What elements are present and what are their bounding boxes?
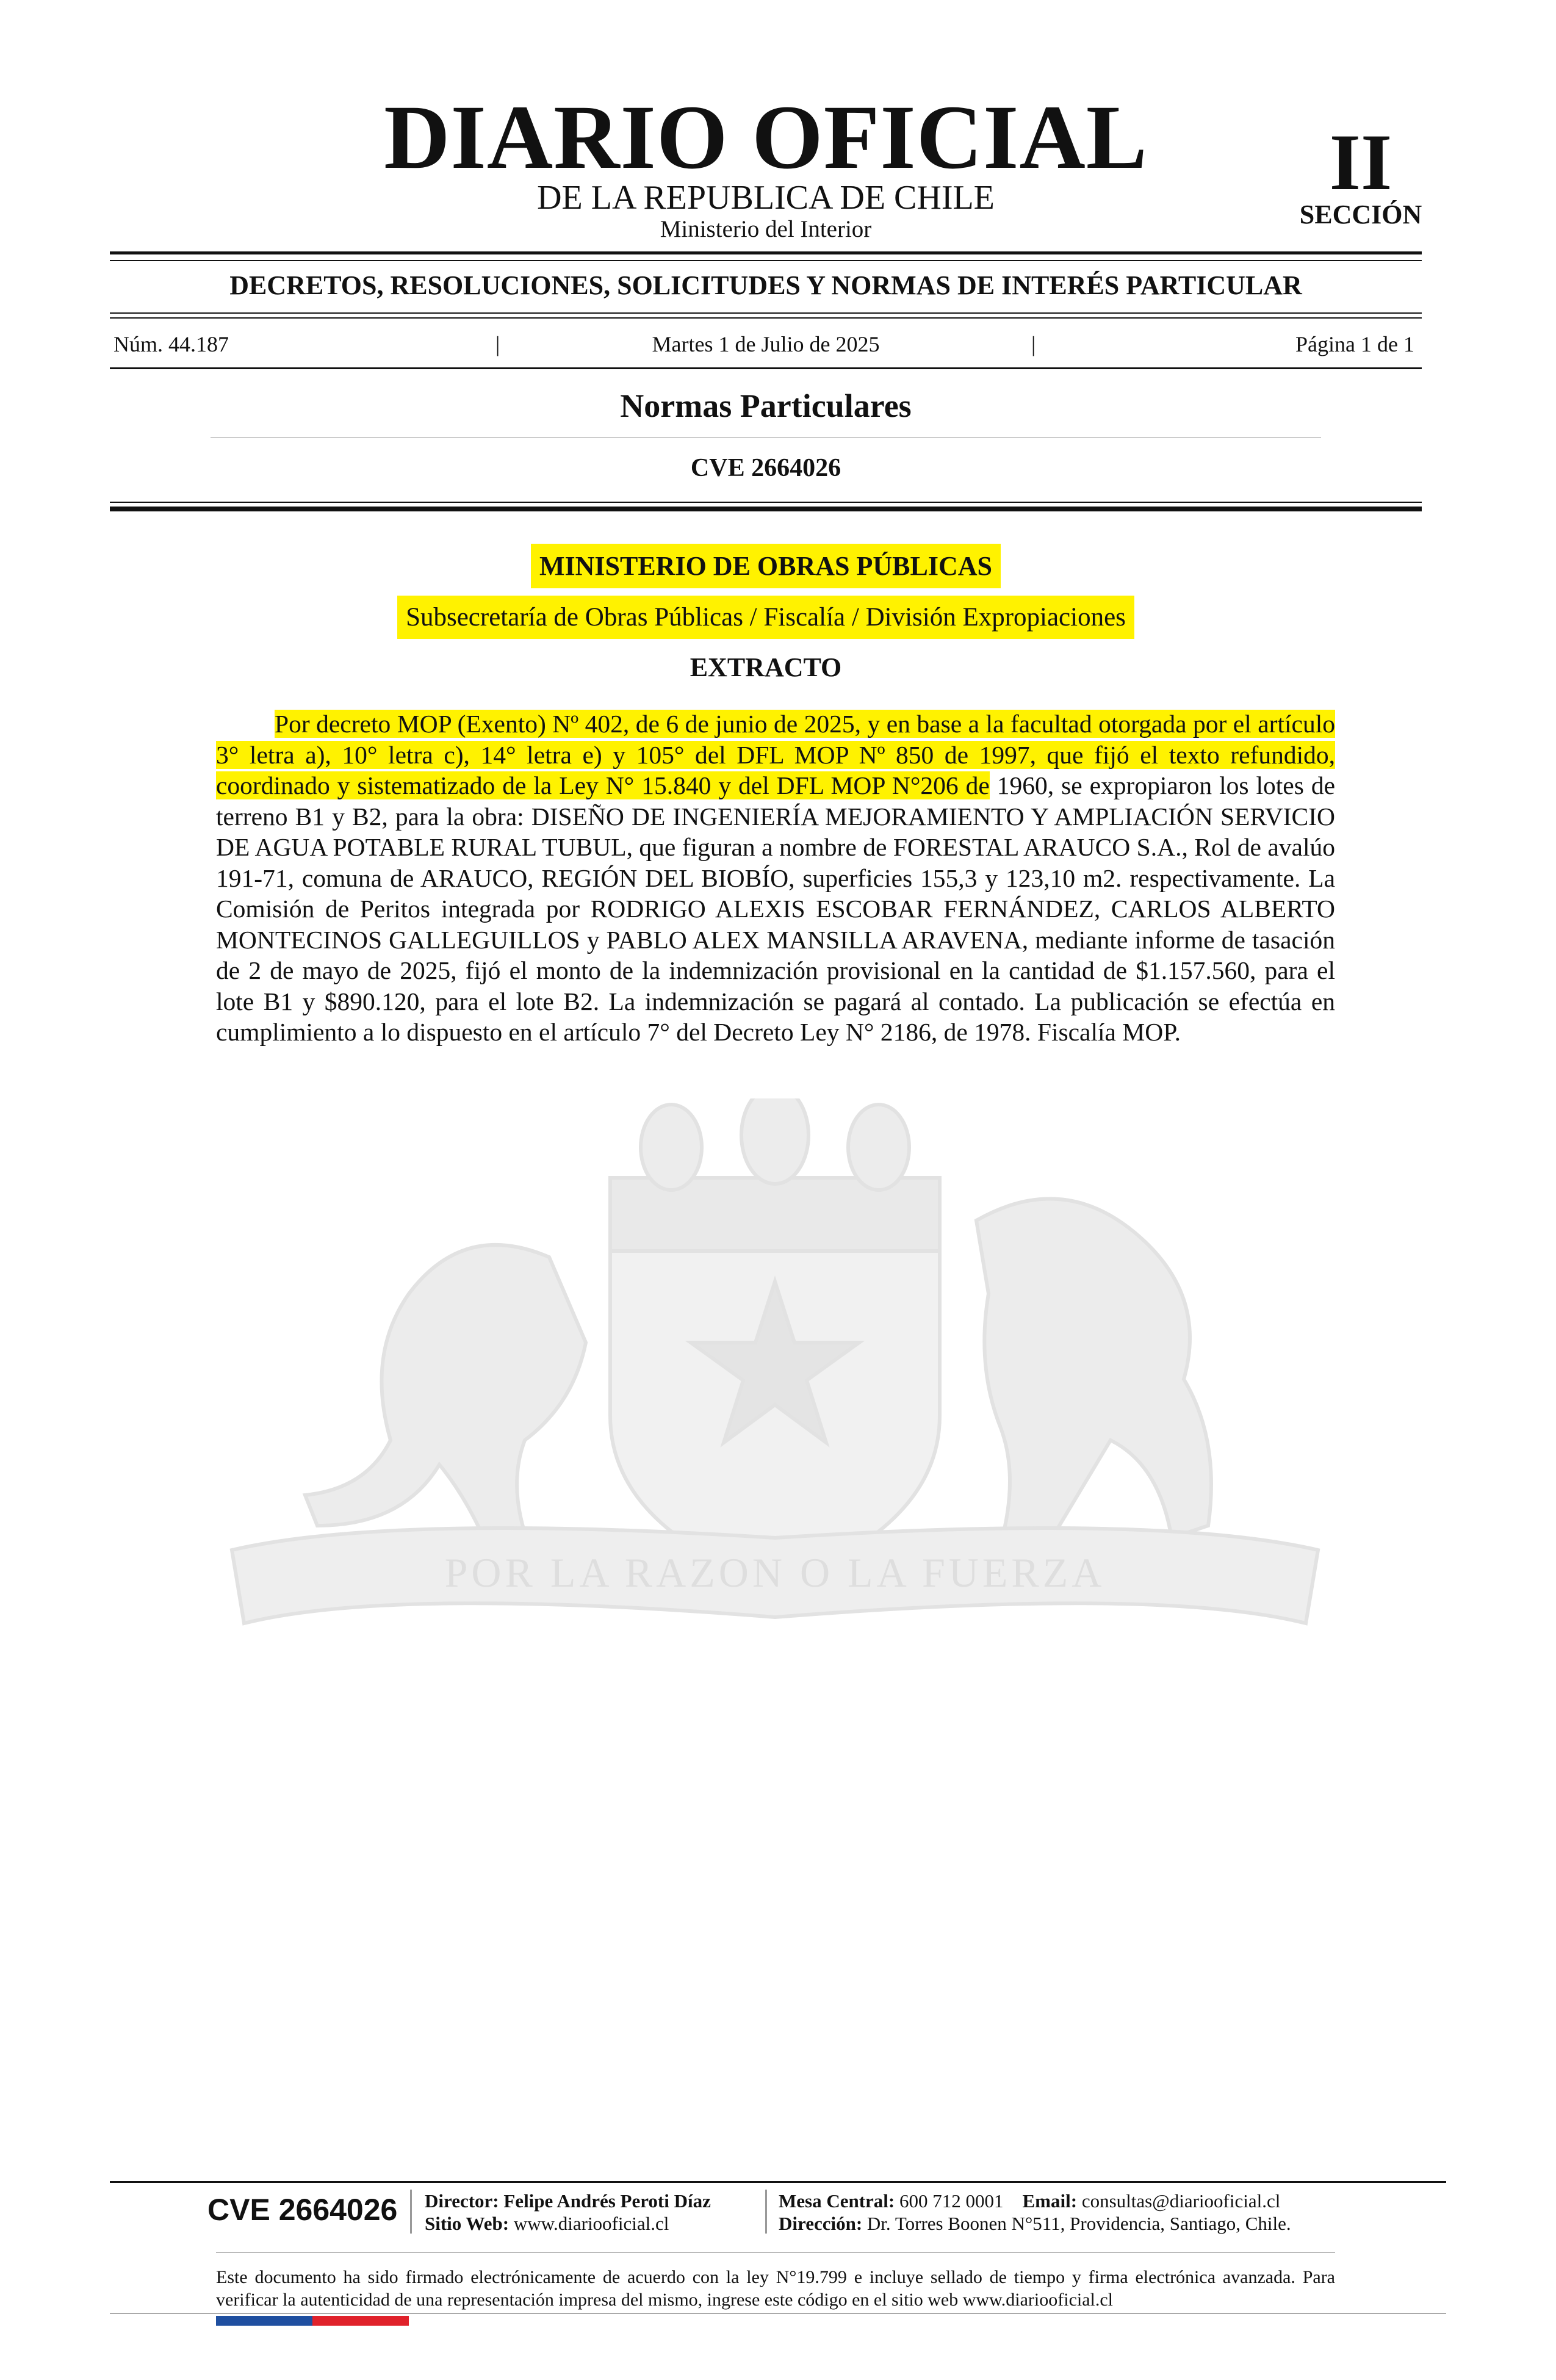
meta-separator: |	[1031, 332, 1036, 356]
meta-rule-bottom	[110, 367, 1422, 369]
masthead-subtitle: DE LA REPUBLICA DE CHILE	[537, 179, 995, 217]
footer-bottom-rule	[110, 2313, 1446, 2314]
content-rule-thick	[110, 507, 1422, 511]
footer-cve-code: CVE 2664026	[207, 2193, 398, 2227]
masthead-ministry: Ministerio del Interior	[660, 216, 872, 242]
footer-legal-notice: Este documento ha sido firmado electrónicamente de acuerdo con la ley N°19.799 e incluye sellado de tiempo y firma electrónica avanzada. Para verificar la autenticidad de una representación impresa del mismo, ingrese este código en el sitio web www.diariooficial.cl	[216, 2267, 1335, 2310]
subsecretaria-line	[0, 604, 1532, 630]
body-rest: 1960, se expropiaron los lotes de terreno B1 y B2, para la obra: DISEÑO DE INGENIERÍA MEJORAMIENTO Y AMPLIACIÓN SERVICIO DE AGUA POTABLE RURAL TUBUL, que figuran a nombre de FORESTAL ARAUCO S.A., Rol de avalúo 191-71, comuna de ARAUCO, REGIÓN DEL BIOBÍO, superficies 155,3 y 123,10 m2. respectivamente. La Comisión de Peritos integrada por RODRIGO ALEXIS ESCOBAR FERNÁNDEZ, CARLOS ALBERTO MONTECINOS GALLEGUILLOS y PABLO ALEX MANSILLA ARAVENA, mediante informe de tasación de 2 de mayo de 2025, fijó el monto de la indemnización provisional en la cantidad de $1.157.560, para el lote B1 y $890.120, para el lote B2. La indemnización se pagará al contado. La publicación se efectúa en cumplimiento a lo dispuesto en el artículo 7° del Decreto Ley N° 2186, de 1978. Fiscalía MOP.	[216, 771, 1336, 1046]
meta-separator: |	[495, 332, 500, 356]
coat-of-arms-icon	[207, 1098, 1342, 1672]
page-indicator: Página 1 de 1	[1295, 332, 1414, 356]
body-highlighted: Por decreto MOP (Exento) Nº 402, de 6 de junio de 2025, y en base a la facultad otorgada por el artículo 3° letra a), 10° letra c), 14° letra e) y 105° del DFL MOP Nº 850 de 1997, que fijó el texto refundido, coordinado y sistematizado de la Ley N° 15.840 y del DFL MOP N°206 de	[216, 710, 1335, 799]
masthead-title: DIARIO OFICIAL	[384, 87, 1148, 188]
content-rule-thin	[110, 502, 1422, 503]
footer-address: Dirección: Dr. Torres Boonen N°511, Providencia, Santiago, Chile.	[779, 2213, 1291, 2234]
meta-rule-top	[110, 312, 1422, 314]
website-link[interactable]: www.diariooficial.cl	[513, 2213, 669, 2234]
norms-title: Normas Particulares	[620, 388, 912, 424]
header-rule-top	[110, 251, 1422, 254]
email-link[interactable]: consultas@diariooficial.cl	[1081, 2190, 1281, 2212]
ministry-title	[0, 553, 1532, 580]
issue-date: Martes 1 de Julio de 2025	[652, 332, 880, 356]
footer-separator	[765, 2190, 767, 2234]
extract-body	[216, 709, 1335, 1048]
flag-stripe-red	[312, 2316, 409, 2326]
flag-stripe-blue	[216, 2316, 312, 2326]
footer-website: Sitio Web: www.diariooficial.cl	[425, 2213, 669, 2234]
ministry-title-text: MINISTERIO DE OBRAS PÚBLICAS	[531, 544, 1001, 588]
section-numeral: II	[1329, 117, 1392, 207]
section-heading: DECRETOS, RESOLUCIONES, SOLICITUDES Y NORMAS DE INTERÉS PARTICULAR	[229, 270, 1302, 300]
footer-director: Director: Felipe Andrés Peroti Díaz	[425, 2190, 711, 2212]
subsecretaria-text: Subsecretaría de Obras Públicas / Fiscalía / División Expropiaciones	[397, 596, 1134, 639]
norms-divider	[211, 437, 1321, 438]
footer-mesa-central: Mesa Central: 600 712 0001 Email: consultas@diariooficial.cl	[779, 2190, 1281, 2212]
meta-rule-top-thin	[110, 317, 1422, 319]
header-rule-top-thin	[110, 260, 1422, 261]
footer-rule	[110, 2181, 1446, 2183]
mesa-central-phone: 600 712 0001	[899, 2190, 1004, 2212]
section-label: SECCIÓN	[1299, 200, 1422, 229]
extracto-title: EXTRACTO	[690, 652, 842, 682]
footer-divider	[216, 2252, 1335, 2253]
cve-code: CVE 2664026	[690, 454, 841, 482]
footer-separator	[410, 2190, 412, 2234]
watermark-motto: POR LA RAZON O LA FUERZA	[444, 1549, 1106, 1596]
issue-number: Núm. 44.187	[113, 332, 229, 356]
director-name: Felipe Andrés Peroti Díaz	[503, 2190, 711, 2212]
